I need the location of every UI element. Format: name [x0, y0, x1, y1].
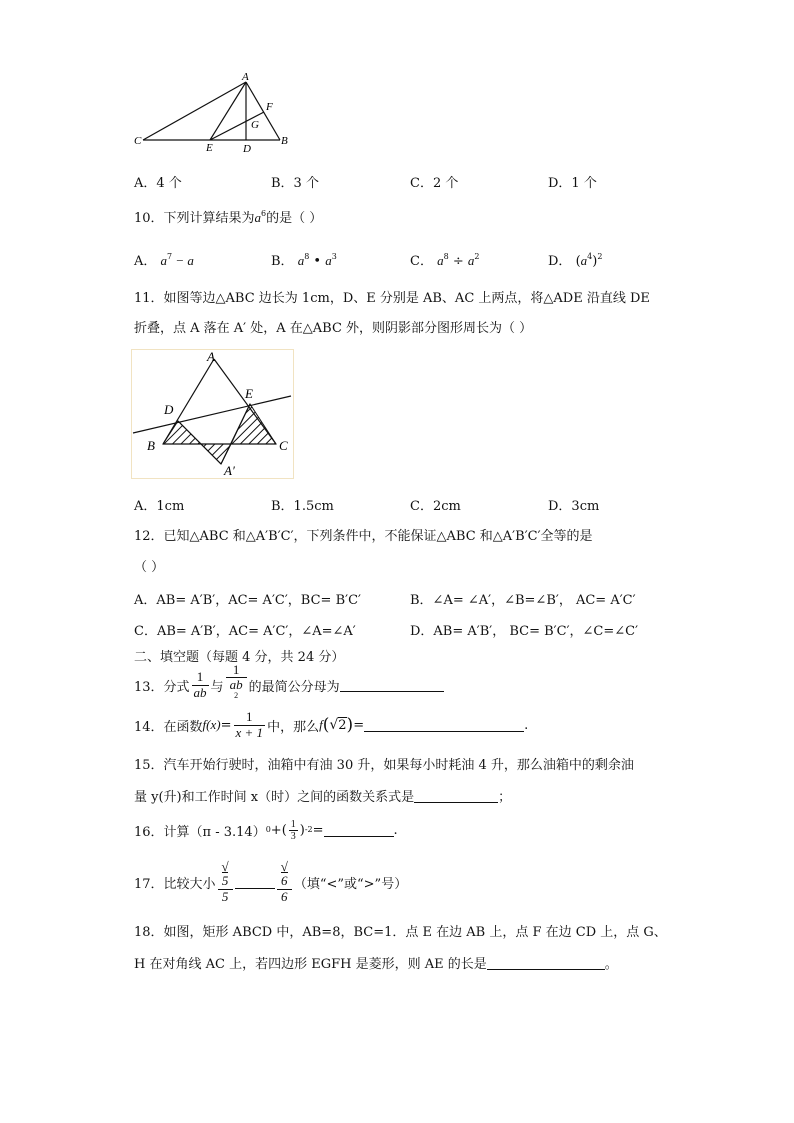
q9-option-b: B．3 个 — [271, 176, 319, 191]
q13: 13．分式 $\frac{1}{ab}$ 与 1 ab $^2$ 的最简公分母为 — [134, 665, 444, 705]
q11-option-d: D．3cm — [548, 499, 600, 514]
q9-option-d: D．1 个 — [548, 176, 597, 191]
q12-stem-line1: 12．已知△ABC 和△A′B′C′，下列条件中，不能保证△ABC 和△A′B′C′全等的是 — [134, 529, 593, 544]
q12-option-d: D．AB= A′B′， BC= B′C′，∠C=∠C′ — [410, 624, 639, 639]
q11-stem-line1: 11．如图等边△ABC 边长为 1cm，D、E 分别是 AB、AC 上两点，将△ADE 沿直线 DE — [134, 291, 650, 306]
q12-option-c: C．AB= A′B′，AC= A′C′，∠A=∠A′ — [134, 624, 356, 639]
fig2-label-b: B — [147, 438, 155, 453]
q10-option-a: A． $a^7 - a$ — [134, 252, 194, 269]
q13-fraction-2: 1 ab $^2$ — [226, 663, 247, 707]
q10-option-c: C． $a^8 \div a^2$ — [410, 252, 480, 269]
q14-answer-blank — [364, 719, 524, 732]
fig1-label-a: A — [242, 71, 249, 83]
fig2-label-c: C — [279, 438, 288, 453]
section-heading: 二、填空题（每题 4 分，共 24 分） — [134, 650, 345, 665]
q10-option-b: B． $a^8$ • $a^3$ — [271, 252, 337, 269]
q10-stem: 10．下列计算结果为$a^6$的是（ ） — [134, 209, 323, 226]
q17-fraction-1: √ 5 5 — [218, 860, 233, 904]
q14: 14．在函数 f (x) = $\frac{1}{x + 1}$ 中，那么 f ( √ 2 ) = . — [134, 709, 529, 740]
fig1-label-d: D — [243, 143, 251, 155]
q9-option-a: A．4 个 — [134, 176, 182, 191]
fig1-label-e: E — [206, 142, 213, 154]
folded-triangle-figure — [131, 349, 294, 479]
q18-line1: 18．如图，矩形 ABCD 中，AB=8，BC=1．点 E 在边 AB 上，点 F 在边 CD 上，点 G、 — [134, 925, 667, 940]
q17-answer-blank — [235, 876, 275, 889]
q11-option-c: C．2cm — [410, 499, 461, 514]
q11-stem-line2: 折叠，点 A 落在 A′ 处，A 在△ABC 外，则阴影部分图形周长为（ ） — [134, 321, 533, 336]
q18-line2: H 在对角线 AC 上，若四边形 EGFH 是菱形，则 AE 的长是 。 — [134, 957, 618, 972]
q15-line1: 15．汽车开始行驶时，油箱中有油 30 升，如果每小时耗油 4 升，那么油箱中的剩余油 — [134, 758, 634, 773]
q16-fraction: $\frac{1}{3}$ — [290, 818, 296, 842]
q13-fraction-1: $\frac{1}{ab}$ — [193, 669, 207, 700]
q11-option-b: B．1.5cm — [271, 499, 334, 514]
q17-fraction-2: √ 6 6 — [277, 860, 292, 904]
q12-option-a: A．AB= A′B′，AC= A′C′，BC= B′C′ — [134, 593, 361, 608]
fig2-label-a: A — [207, 349, 215, 364]
fig1-label-f: F — [266, 101, 273, 113]
q15-line2: 量 y(升)和工作时间 x（时）之间的函数关系式是 ； — [134, 790, 512, 805]
q17: 17．比较大小 √ 5 5 √ 6 6 （填“<”或“>”号） — [134, 859, 408, 904]
fig1-label-g: G — [251, 119, 259, 131]
q15-answer-blank — [414, 790, 498, 803]
q13-answer-blank — [340, 679, 444, 692]
fig1-label-b: B — [281, 135, 288, 147]
q10-option-d: D． $(a^4)^2$ — [548, 252, 603, 269]
q11-option-a: A．1cm — [134, 499, 185, 514]
triangle-figure — [130, 70, 300, 155]
fig2-label-d: D — [164, 402, 174, 417]
q9-option-c: C．2 个 — [410, 176, 459, 191]
q12-stem-line2: （ ） — [134, 560, 165, 575]
fig2-label-a-prime: A′ — [224, 463, 235, 478]
q14-fraction: $\frac{1}{x + 1}$ — [235, 709, 264, 740]
q16-answer-blank — [324, 824, 394, 837]
q16: 16．计算（π - 3.14） 0 +( $\frac{1}{3}$ ) -2 = . — [134, 818, 398, 842]
q12-option-b: B．∠A= ∠A′，∠B=∠B′， AC= A′C′ — [410, 593, 636, 608]
q18-answer-blank — [487, 957, 605, 970]
fig1-label-c: C — [134, 135, 142, 147]
fig2-label-e: E — [245, 386, 253, 401]
